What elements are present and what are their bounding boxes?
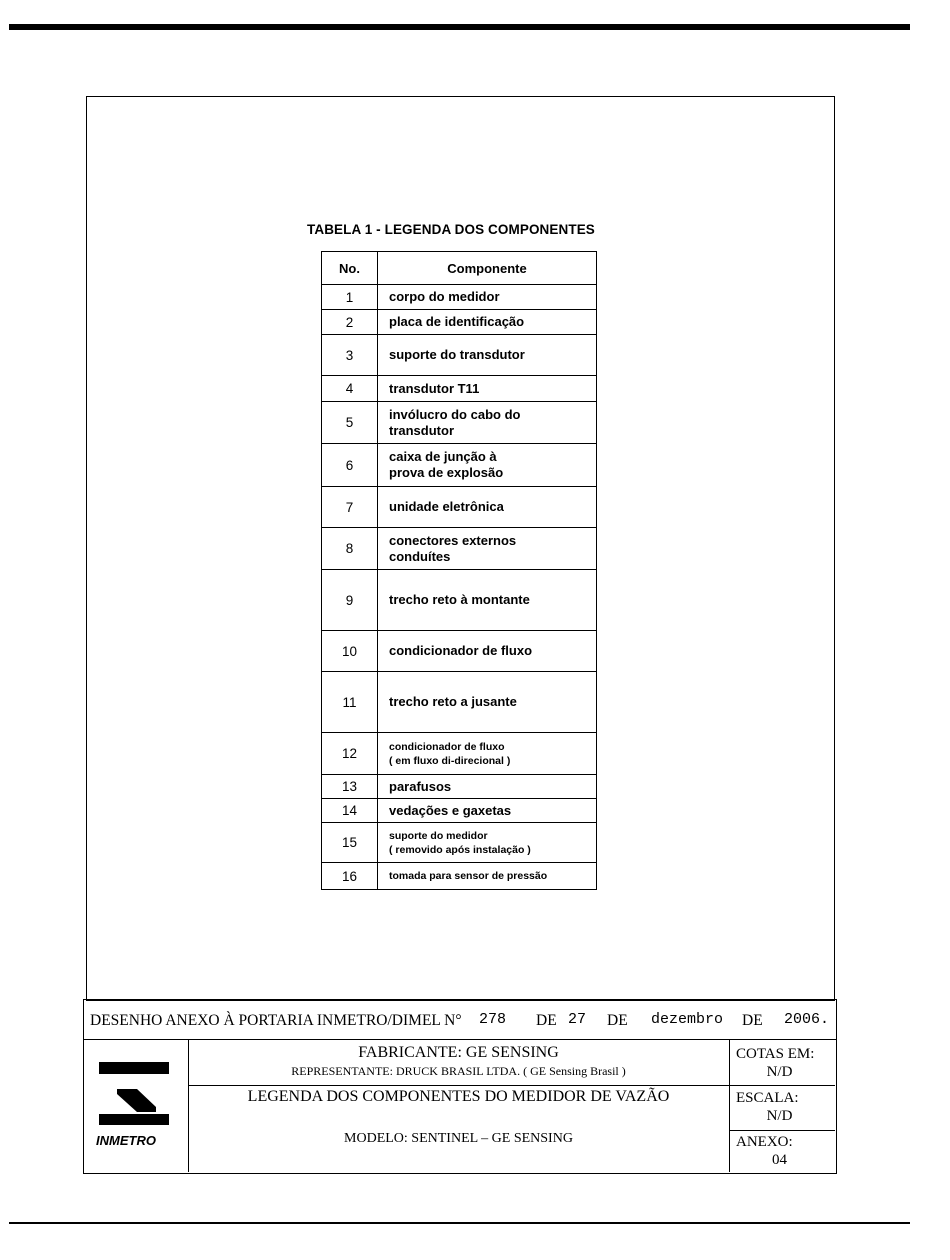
- row-component: [378, 310, 597, 335]
- row-number: 10: [322, 631, 378, 672]
- table-row: [322, 335, 597, 376]
- component-line-1: unidade eletrônica: [389, 499, 504, 514]
- header-component: Componente: [378, 252, 597, 285]
- row-component: [378, 863, 597, 890]
- table-row: [322, 799, 597, 823]
- title-block-right: [730, 1040, 835, 1172]
- component-line-1: vedações e gaxetas: [389, 802, 512, 818]
- row-number: 1: [322, 285, 378, 310]
- table-row: [322, 631, 597, 672]
- table-row: [322, 863, 597, 890]
- escala-value: N/D: [766, 1108, 793, 1124]
- row-number: 12: [322, 733, 378, 775]
- row-number: 11: [322, 672, 378, 733]
- inmetro-logo: [84, 1040, 189, 1172]
- row-component: [378, 799, 597, 823]
- row-number: 16: [322, 863, 378, 890]
- table-row: [322, 733, 597, 775]
- component-line-2: prova de explosão: [389, 465, 504, 480]
- row-number: 15: [322, 823, 378, 863]
- component-line-1: suporte do medidor: [389, 829, 488, 842]
- table-row: [322, 402, 597, 444]
- row-number: 7: [322, 487, 378, 528]
- component-line-1: trecho reto à montante: [389, 592, 530, 607]
- component-line-1: placa de identificação: [389, 314, 525, 329]
- component-line-2: conduítes: [389, 548, 451, 564]
- divider: [730, 1085, 835, 1086]
- portaria-number: 278: [479, 1011, 507, 1028]
- cotas-label: COTAS EM:: [736, 1046, 815, 1062]
- de-label-2: DE: [607, 1012, 628, 1029]
- row-component: [378, 487, 597, 528]
- top-rule: [9, 24, 910, 30]
- anexo-label: ANEXO:: [736, 1134, 793, 1150]
- inmetro-logo-icon: [84, 1040, 188, 1132]
- legenda-title: LEGENDA DOS COMPONENTES DO MEDIDOR DE VAZÃO: [247, 1088, 670, 1105]
- portaria-day: 27: [568, 1011, 587, 1028]
- fabricante-cell: [188, 1040, 729, 1086]
- table-row: [322, 487, 597, 528]
- row-component: [378, 335, 597, 376]
- component-line-1: parafusos: [389, 778, 452, 794]
- table-row: [322, 823, 597, 863]
- row-number: 5: [322, 402, 378, 444]
- table-row: [322, 528, 597, 570]
- cotas-value: N/D: [766, 1064, 793, 1080]
- row-number: 3: [322, 335, 378, 376]
- component-line-1: tomada para sensor de pressão: [389, 870, 548, 882]
- table-row: [322, 672, 597, 733]
- row-component: [378, 402, 597, 444]
- row-component: [378, 672, 597, 733]
- row-component: [378, 733, 597, 775]
- component-line-1: condicionador de fluxo: [389, 740, 505, 753]
- row-number: 8: [322, 528, 378, 570]
- table-row: [322, 444, 597, 487]
- escala-cell: [730, 1089, 835, 1125]
- row-number: 2: [322, 310, 378, 335]
- table-body: [322, 285, 597, 890]
- component-line-1: invólucro do cabo do: [389, 406, 521, 422]
- table-row: [322, 310, 597, 335]
- bottom-rule: [9, 1222, 910, 1224]
- table-title: TABELA 1 - LEGENDA DOS COMPONENTES: [307, 222, 595, 237]
- component-line-1: condicionador de fluxo: [389, 643, 533, 658]
- component-line-2: ( removido após instalação ): [389, 843, 531, 856]
- table-header-row: [322, 252, 597, 285]
- fabricante: FABRICANTE: GE SENSING: [358, 1044, 559, 1061]
- portaria-line: [83, 999, 837, 1039]
- component-line-1: corpo do medidor: [389, 289, 500, 304]
- row-component: [378, 285, 597, 310]
- row-component: [378, 570, 597, 631]
- row-component: [378, 528, 597, 570]
- component-line-2: transdutor: [389, 422, 454, 438]
- header-no: No.: [322, 252, 378, 285]
- modelo: MODELO: SENTINEL – GE SENSING: [344, 1131, 573, 1146]
- anexo-cell: [730, 1133, 835, 1169]
- cotas-cell: [730, 1045, 835, 1081]
- logo-text: INMETRO: [96, 1133, 156, 1148]
- representante: REPRESENTANTE: DRUCK BRASIL LTDA. ( GE Sensing Brasil ): [291, 1064, 626, 1078]
- desenho-label: DESENHO ANEXO À PORTARIA INMETRO/DIMEL N°: [90, 1012, 462, 1029]
- table-row: [322, 285, 597, 310]
- title-block-center: [188, 1040, 730, 1172]
- component-line-1: transdutor T11: [389, 380, 480, 396]
- row-component: [378, 376, 597, 402]
- component-line-1: caixa de junção à: [389, 449, 497, 464]
- table-row: [322, 775, 597, 799]
- row-number: 4: [322, 376, 378, 402]
- component-line-1: conectores externos: [389, 532, 517, 548]
- table-row: [322, 376, 597, 402]
- row-component: [378, 444, 597, 487]
- row-number: 9: [322, 570, 378, 631]
- de-label-3: DE: [742, 1012, 763, 1029]
- escala-label: ESCALA:: [736, 1090, 799, 1106]
- divider: [730, 1130, 835, 1131]
- table-row: [322, 570, 597, 631]
- anexo-value: 04: [772, 1152, 787, 1168]
- component-line-1: suporte do transdutor: [389, 347, 525, 362]
- component-line-2: ( em fluxo di-direcional ): [389, 754, 511, 767]
- row-component: [378, 823, 597, 863]
- row-number: 6: [322, 444, 378, 487]
- de-label-1: DE: [536, 1012, 557, 1029]
- row-component: [378, 631, 597, 672]
- portaria-year: 2006.: [784, 1011, 830, 1028]
- row-component: [378, 775, 597, 799]
- row-number: 13: [322, 775, 378, 799]
- component-line-1: trecho reto a jusante: [389, 694, 517, 709]
- portaria-month: dezembro: [651, 1011, 724, 1028]
- components-table: [321, 251, 597, 890]
- title-block: [83, 1039, 837, 1174]
- row-number: 14: [322, 799, 378, 823]
